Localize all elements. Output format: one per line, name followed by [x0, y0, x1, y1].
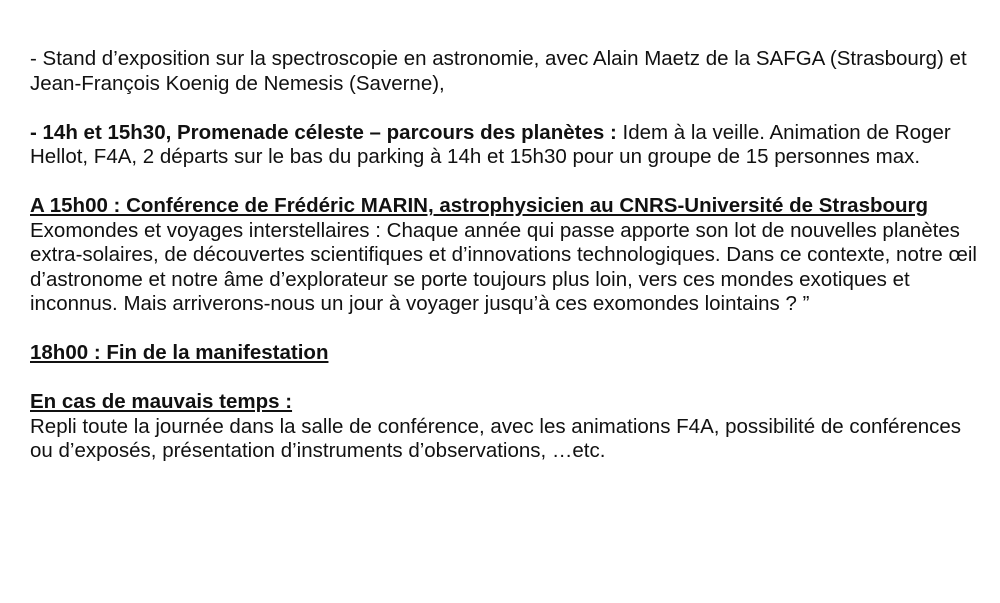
spacer: [30, 170, 980, 195]
fin-paragraph: [30, 341, 980, 366]
conference-heading: A 15h00 : Conférence de Frédéric MARIN, astrophysicien au CNRS-Université de Strasbourg: [30, 194, 929, 217]
stand-text: - Stand d’exposition sur la spectroscopie en astronomie, avec Alain Maetz de la SAFGA (Strasbourg) et Jean-François Koenig de Nemesis (Saverne),: [30, 47, 967, 95]
document-body: [30, 47, 980, 464]
conference-heading-paragraph: [30, 194, 980, 219]
mauvais-temps-heading: En cas de mauvais temps :: [30, 390, 293, 413]
promenade-heading: - 14h et 15h30, Promenade céleste – parcours des planètes :: [30, 120, 617, 144]
stand-paragraph: [30, 47, 980, 96]
conference-text: Exomondes et voyages interstellaires : Chaque année qui passe apporte son lot de nouvelles planètes extra-solaires, de découvertes scientifiques et d’innovations technologiques. Dans ce contexte, notre œil d’astronome et notre âme d’explorateur se porte toujours plus loin, vers ces mondes exotiques et inconnus. Mais arriverons-nous un jour à voyager jusqu’à ces exomondes lointains ? ”: [30, 218, 977, 315]
spacer: [30, 96, 980, 121]
promenade-text: Idem à la veille. Animation de Roger Hellot, F4A, 2 départs sur le bas du parking à 14h et 15h30 pour un groupe de 15 personnes max.: [30, 120, 951, 168]
mauvais-temps-paragraph: [30, 415, 980, 464]
mauvais-temps-heading-paragraph: [30, 390, 980, 415]
spacer: [30, 366, 980, 391]
spacer: [30, 317, 980, 342]
fin-heading: 18h00 : Fin de la manifestation: [30, 341, 329, 364]
conference-paragraph: [30, 219, 980, 317]
mauvais-temps-text: Repli toute la journée dans la salle de conférence, avec les animations F4A, possibilité de conférences ou d’exposés, présentation d’instruments d’observations, …etc.: [30, 414, 962, 462]
promenade-paragraph: [30, 121, 980, 170]
